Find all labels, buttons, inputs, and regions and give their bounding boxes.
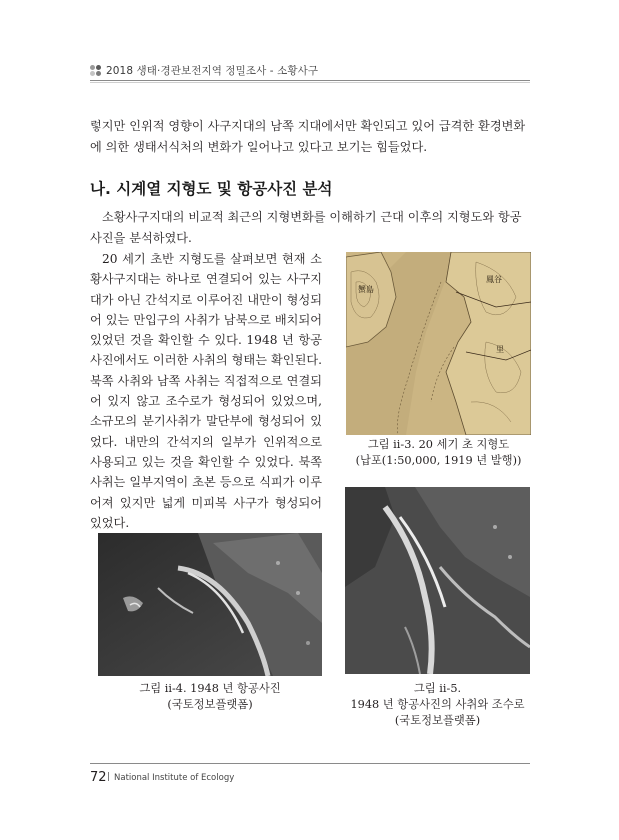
figure-3-caption-source: (납포(1:50,000, 1919 년 발행)) — [355, 454, 522, 467]
header-dot — [96, 71, 101, 76]
figure-5-caption-title: 그림 ⅱ-5. — [413, 682, 462, 695]
topographic-map-image — [346, 252, 531, 435]
footer-separator: | — [107, 772, 111, 782]
header-rule — [90, 80, 530, 81]
running-title: 2018 생태·경관보전지역 정밀조사 - 소황사구 — [106, 65, 319, 77]
footer-rule — [90, 763, 530, 764]
header-dot — [90, 71, 95, 76]
section-body-paragraph: 20 세기 초반 지형도를 살펴보면 현재 소황사구지대는 하나로 연결되어 있는 사구지대가 아닌 간석지로 이루어진 내만이 형성되어 있는 만입구의 사취가 남북으로 배치되어 있었던 것을 확인할 수 있다. 1948 년 항공사진에서도 이러한 사취의 형태는 확인된다. 북쪽 사취와 남쪽 사취는 직접적으로 연결되어 있지 않고 조수로가 형성되어 있었으며, 소규모의 분기사취가 말단부에 형성되어 있었다. 내만의 간석지의 일부가 인위적으로 사용되고 있는 것을 확인할 수 있었다. 북쪽 사취는 일부지역이 초본 등으로 식피가 이루어져 있지만 넓게 미피복 사구가 형성되어 있었다. — [90, 252, 322, 530]
figure-5-caption — [345, 681, 530, 729]
map-label: 里 — [496, 345, 504, 354]
header-dots-icon — [90, 65, 102, 77]
figure-3-caption-title: 그림 ⅱ-3. 20 세기 초 지형도 — [367, 438, 510, 451]
publisher-name: National Institute of Ecology — [114, 773, 235, 783]
map-label: 蟹島 — [358, 285, 374, 294]
aerial-photo-1948 — [98, 533, 322, 676]
intro-paragraph: 렇지만 인위적 영향이 사구지대의 남쪽 지대에서만 확인되고 있어 급격한 환경변화에 의한 생태서식처의 변화가 일어나고 있다고 보기는 힘들었다. — [90, 119, 526, 154]
figure-5-caption-desc: 1948 년 항공사진의 사취와 조수로 — [350, 698, 525, 711]
header-rule-thin — [90, 82, 530, 83]
header-dot — [96, 65, 101, 70]
figure-3-caption — [346, 437, 531, 469]
figure-4-caption-title: 그림 ⅱ-4. 1948 년 항공사진 — [139, 682, 281, 695]
section-title: 나. 시계열 지형도 및 항공사진 분석 — [90, 180, 333, 198]
section-lead-paragraph: 소황사구지대의 비교적 최근의 지형변화를 이해하기 근대 이후의 지형도와 항공사진을 분석하였다. — [90, 210, 522, 245]
figure-4-caption-source: (국토정보플랫폼) — [167, 698, 253, 711]
page-number: 72 — [90, 770, 107, 785]
aerial-photo-spit-tidal-channel — [345, 487, 530, 674]
figure-5-caption-source: (국토정보플랫폼) — [394, 714, 481, 727]
map-label: 鳳谷 — [486, 275, 502, 284]
header-dot — [90, 65, 95, 70]
figure-4-caption — [98, 681, 322, 713]
